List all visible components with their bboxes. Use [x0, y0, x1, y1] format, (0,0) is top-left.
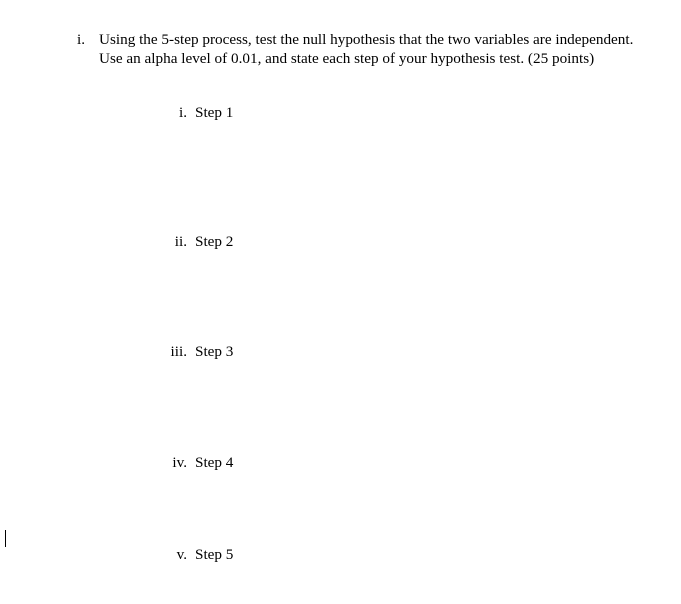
question-text: Using the 5-step process, test the null hypothesis that the two variables are independent. Use an alpha level of 0.01, and state each step of your hypothesis test. (25 points) — [99, 31, 634, 67]
step-label: Step 5 — [195, 546, 234, 563]
step-marker: iii. — [170, 343, 187, 360]
step-item-3 — [161, 343, 233, 361]
step-item-4 — [161, 454, 233, 472]
step-marker: i. — [178, 104, 187, 121]
question-item — [77, 31, 637, 68]
step-label: Step 3 — [195, 343, 234, 360]
text-cursor[interactable] — [5, 530, 6, 547]
step-item-5 — [161, 546, 233, 564]
step-label: Step 2 — [195, 233, 234, 250]
step-marker: v. — [176, 546, 187, 563]
step-item-1 — [161, 104, 233, 122]
question-marker: i. — [77, 31, 86, 48]
step-marker: iv. — [172, 454, 187, 471]
step-marker: ii. — [174, 233, 187, 250]
step-label: Step 4 — [195, 454, 234, 471]
step-item-2 — [161, 233, 233, 251]
step-label: Step 1 — [195, 104, 234, 121]
